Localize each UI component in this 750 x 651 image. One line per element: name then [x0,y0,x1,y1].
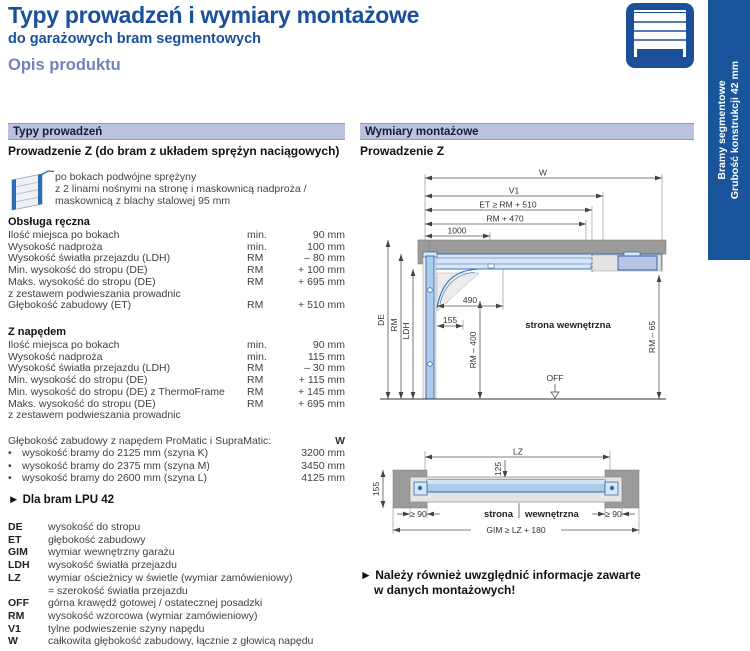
row-label: z zestawem podwieszania prowadnic [8,409,181,422]
row-value: 90 mm [312,229,345,241]
row-ref: RM [247,299,264,312]
row-value: + 100 mm [298,264,345,277]
bullet: • [8,447,12,460]
off-arrow [551,384,559,398]
row-label: Ilość miejsca po bokach [8,339,120,351]
inner-side-label-right: wewnętrzna [525,509,579,520]
lpu-note-text: Dla bram LPU 42 [22,494,114,506]
dim-rm470: RM + 470 [486,213,524,224]
row-value: + 695 mm [298,397,345,410]
manual-spec-table [8,216,345,312]
intro-line2: z 2 linami nośnymi na stronę i maskownicą nadproża / [55,182,307,195]
row-value: + 145 mm [298,385,345,398]
row-ref: RM [247,275,264,288]
depth-heading-row [8,435,345,447]
section-label: Opis produktu [8,56,121,74]
row-label: Wysokość nadproża [8,240,103,253]
legend-abbr: LDH [8,559,30,572]
row-label: wysokość bramy do 2125 mm (szyna K) [22,447,209,460]
row-ref: RM [247,252,264,265]
row-ref: RM [247,374,264,387]
table-row [8,340,345,352]
legend-abbr [8,585,48,598]
row-label: Min. wysokość do stropu (DE) [8,374,148,387]
row-value: 100 mm [307,240,345,253]
legend-abbr: OFF [8,597,29,610]
legend-text: wymiar ościeżnicy w świetle (wymiar zamówieniowy) [48,571,293,584]
row-ref: RM [247,385,264,398]
dim-gim: GIM ≥ LZ + 180 [486,525,546,535]
dim-de: DE [376,314,386,326]
row-label: Ilość miejsca po bokach [8,229,120,241]
row-value: + 695 mm [298,275,345,288]
legend-text: głębokość zabudowy [48,533,146,546]
table-row [8,387,345,399]
vertical-door-track [423,252,437,399]
row-ref: RM [247,397,264,410]
table-row [8,277,345,289]
side-tab [708,0,750,260]
depth-col-header: W [335,435,345,447]
dim-ge90-left: ≥ 90 [410,509,427,519]
left-heading: Prowadzenie Z (do bram z układem sprężyn naciągowych) [8,144,340,158]
arrow-right-icon: ► [8,494,20,506]
right-heading: Prowadzenie Z [360,144,445,158]
dim-155: 155 [371,481,381,497]
dim-rm400: RM – 400 [468,331,478,369]
door-panel [427,480,605,492]
table-row [8,447,345,459]
side-tab-line2: Grubość konstrukcji 42 mm [729,60,741,200]
plan-view-diagram [368,446,704,546]
row-value: 3450 mm [301,459,345,472]
row-value: + 510 mm [298,299,345,312]
dim-rm: RM [389,318,399,332]
row-ref [247,410,287,422]
row-label: Maks. wysokość do stropu (DE) [8,275,156,288]
intro-line3: maskownicą z blachy stalowej 95 mm [55,194,231,207]
dim-lz: LZ [513,446,523,457]
side-view-diagram [368,168,704,404]
table-row [8,460,345,472]
dim-125: 125 [493,461,503,477]
row-label: Głębokość zabudowy (ET) [8,299,132,312]
legend-text: wysokość do stropu [48,521,141,533]
drive-spec-table [8,326,345,422]
legend-abbr: GIM [8,546,28,559]
dim-et: ET ≥ RM + 510 [479,199,537,210]
dim-rm65: RM – 65 [647,320,657,354]
dim-1000: 1000 [447,225,467,236]
page-title: Typy prowadzeń i wymiary montażowe [8,2,420,28]
inner-side-label-left: strona [483,509,513,520]
legend-abbr: LZ [8,571,21,584]
inner-side-label: strona wewnętrzna [525,320,611,331]
depth-table [8,435,345,485]
row-label: Wysokość nadproża [8,350,103,363]
mounting-data-note [360,568,641,597]
row-label: Min. wysokość do stropu (DE) [8,264,148,277]
row-value: 3200 mm [301,447,345,460]
page-subtitle: do garażowych bram segmentowych [8,31,262,47]
row-value: – 80 mm [304,252,345,265]
lpu-note [8,494,114,506]
abbreviation-legend [8,521,348,648]
legend-abbr: ET [8,533,22,546]
legend-abbr: DE [8,521,23,533]
legend-text: całkowita głębokość zabudowy, łącznie z głowicą napędu [48,635,314,648]
legend-text: = szerokość światła przejazdu [48,584,188,597]
arrow-right-icon: ► [360,568,372,582]
legend-text: górna krawędź gotowej / ostatecznej posadzki [48,597,263,610]
row-ref: min. [247,350,267,363]
table-row [8,300,345,312]
dim-v1: V1 [508,185,520,196]
row-label: z zestawem podwieszania prowadnic [8,287,181,300]
drive-title: Z napędem [8,326,67,338]
row-label: Min. wysokość do stropu (DE) z ThermoFrame [8,385,225,398]
intro-text [55,172,307,207]
row-label: Wysokość światła przejazdu (LDH) [8,362,171,375]
row-ref: min. [247,339,267,351]
row-value: 115 mm [307,350,345,363]
side-tab-text [708,0,750,260]
row-ref: RM [247,264,264,277]
dim-155: 155 [442,315,458,325]
row-label: Wysokość światła przejazdu (LDH) [8,252,171,265]
legend-text: wymiar wewnętrzny garażu [48,546,175,559]
row-ref: min. [247,240,267,253]
dim-w: W [538,168,548,178]
row-value: 90 mm [312,339,345,351]
row-ref: RM [247,362,264,375]
left-section-bar: Typy prowadzeń [8,123,345,140]
bullet: • [8,472,12,485]
side-tab-line1: Bramy segmentowe [716,80,728,180]
manual-title: Obsługa ręczna [8,216,90,228]
row-value [287,410,345,422]
intro-line1: po bokach podwójne sprężyny [55,171,197,183]
legend-text: wysokość wzorcowa (wymiar zamówieniowy) [48,609,258,622]
legend-abbr: V1 [8,622,21,635]
table-row [8,472,345,484]
row-label: wysokość bramy do 2375 mm (szyna M) [22,459,210,472]
legend-text: tylne podwieszenie szyny napędu [48,622,205,635]
row-value: 4125 mm [301,472,345,485]
spring-door-illustration [8,170,54,214]
row-value: – 30 mm [304,362,345,375]
dim-490: 490 [462,295,478,305]
legend-abbr: RM [8,609,25,622]
bullet: • [8,459,12,472]
row-value: + 115 mm [298,374,345,387]
note-line1: Należy również uwzględnić informacje zawarte [375,568,641,582]
table-row [8,410,345,422]
row-label: Maks. wysokość do stropu (DE) [8,397,156,410]
legend-abbr: W [8,635,18,648]
sectional-door-icon [625,2,695,69]
legend-text: wysokość światła przejazdu [48,559,177,572]
right-section-bar: Wymiary montażowe [360,123,694,140]
dim-ge90-right: ≥ 90 [605,509,622,519]
off-label: OFF [546,373,564,383]
row-ref: min. [247,229,267,241]
dim-ldh: LDH [401,322,411,340]
row-label: wysokość bramy do 2600 mm (szyna L) [22,472,207,485]
depth-heading: Głębokość zabudowy z napędem ProMatic i SupraMatic: [8,435,272,447]
note-line2: w danych montażowych! [374,582,516,597]
table-row [8,230,345,242]
